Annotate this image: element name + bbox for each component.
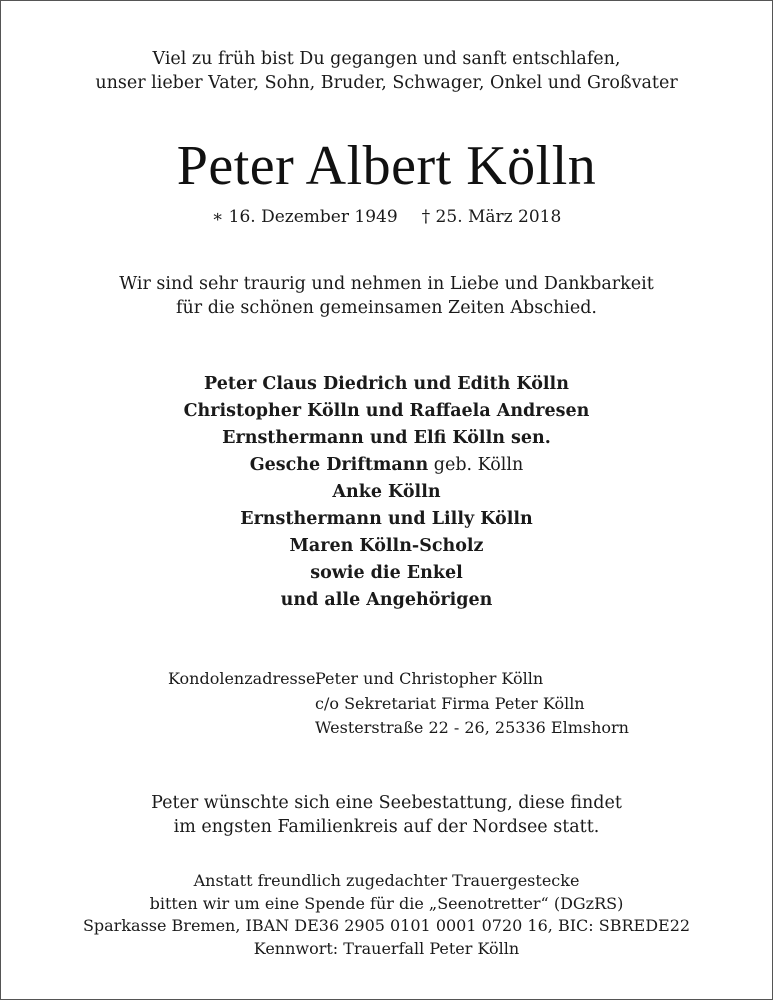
donation-line: bitten wir um eine Spende für die „Seenotretter“ (DGzRS) <box>149 893 624 913</box>
mourner-row <box>1 533 772 560</box>
donation-text <box>1 870 772 960</box>
mourner-name: Maren Kölln-Scholz <box>289 536 484 556</box>
death-date: † 25. März 2018 <box>421 207 562 227</box>
mourner-name: Christopher Kölln und Raffaela Andresen <box>183 401 590 421</box>
donation-line: Kennwort: Trauerfall Peter Kölln <box>253 938 520 958</box>
life-dates <box>1 205 772 229</box>
mourner-note: geb. Kölln <box>428 455 524 475</box>
intro-text <box>1 47 772 95</box>
mourner-name: Anke Kölln <box>332 482 441 502</box>
mourner-row <box>1 371 772 398</box>
address-line: Westerstraße 22 - 26, 25336 Elmshorn <box>315 718 629 737</box>
donation-line: Sparkasse Bremen, IBAN DE36 2905 0101 0001 0720 16, BIC: SBREDE22 <box>82 916 691 935</box>
deceased-name: Peter Albert Kölln <box>176 135 597 197</box>
condolence-lines <box>315 667 629 741</box>
mourner-name: Ernsthermann und Elfi Kölln sen. <box>222 428 551 448</box>
farewell-line: für die schönen gemeinsamen Zeiten Abschied. <box>176 298 597 318</box>
sea-burial-line: Peter wünschte sich eine Seebestattung, diese findet <box>151 793 622 813</box>
mourner-name: sowie die Enkel <box>310 563 463 583</box>
mourners-list <box>1 371 772 614</box>
condolence-label: Kondolenzadresse: <box>168 669 321 688</box>
mourner-name: Peter Claus Diedrich und Edith Kölln <box>204 374 569 394</box>
mourner-row <box>1 398 772 425</box>
mourner-row <box>1 425 772 452</box>
intro-line: Viel zu früh bist Du gegangen und sanft entschlafen, <box>152 49 621 69</box>
mourner-row <box>1 587 772 614</box>
sea-burial-line: im engsten Familienkreis auf der Nordsee statt. <box>173 817 600 837</box>
mourner-row <box>1 560 772 587</box>
mourner-row <box>1 452 772 479</box>
mourner-row <box>1 506 772 533</box>
donation-line: Anstatt freundlich zugedachter Trauergestecke <box>193 871 580 890</box>
mourner-name: und alle Angehörigen <box>280 590 493 610</box>
birth-date: ∗ 16. Dezember 1949 <box>211 207 398 227</box>
intro-line: unser lieber Vater, Sohn, Bruder, Schwager, Onkel und Großvater <box>95 73 678 93</box>
farewell-line: Wir sind sehr traurig und nehmen in Liebe und Dankbarkeit <box>119 274 654 294</box>
address-line: Peter und Christopher Kölln <box>315 669 544 688</box>
address-line: c/o Sekretariat Firma Peter Kölln <box>315 693 585 713</box>
mourner-name: Gesche Driftmann <box>249 455 429 475</box>
mourner-row <box>1 479 772 506</box>
farewell-text <box>1 272 772 320</box>
sea-burial-text <box>1 791 772 839</box>
mourner-name: Ernsthermann und Lilly Kölln <box>240 509 533 529</box>
